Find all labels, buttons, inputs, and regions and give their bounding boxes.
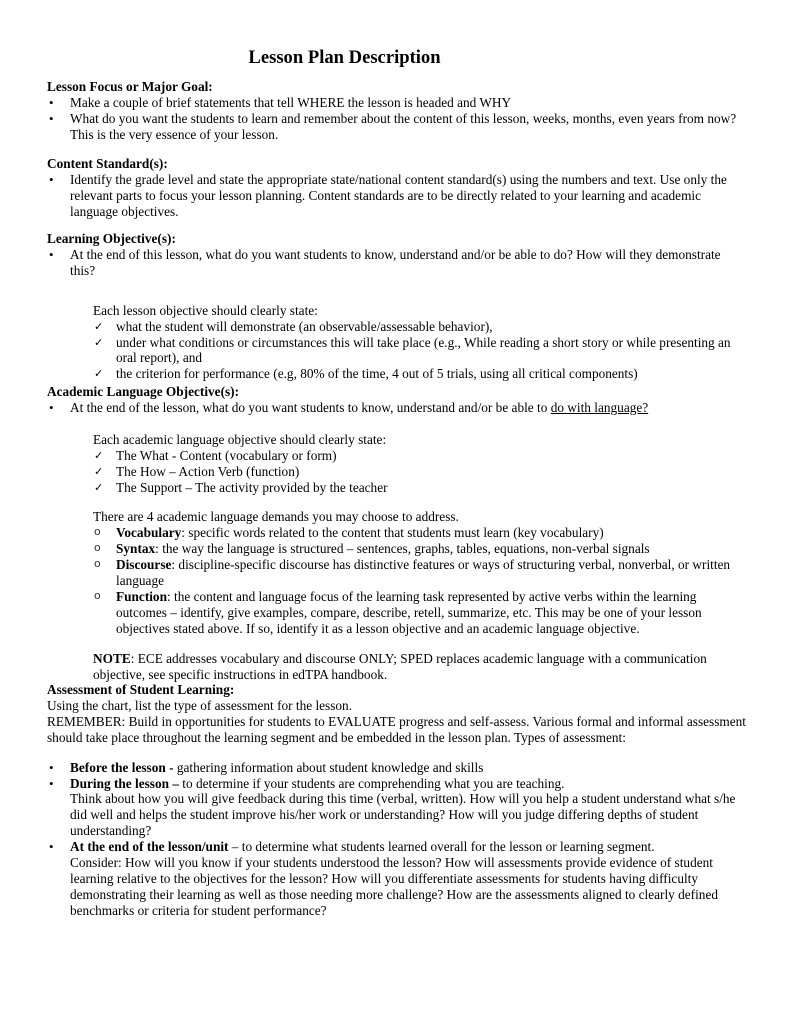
list-item: ✓ under what conditions or circumstances this will take place (e.g., While reading a short story or while presenting an oral report), and xyxy=(94,334,731,366)
list-item: • During the lesson – to determine if your students are comprehending what you are teaching. Think about how you will give feedback during this time (verbal, written). How will you help a student understand what s/he did well and helps the student improve his/her work or understanding? How will you judge differing depths of student understanding? xyxy=(49,775,736,839)
checkmark-icon: ✓ xyxy=(94,464,104,478)
list-item: o Syntax: the way the language is structured – sentences, graphs, tables, equations, non-verbal signals xyxy=(94,541,650,557)
list-item: • Make a couple of brief statements that tell WHERE the lesson is headed and WHY xyxy=(49,94,512,110)
list-item: ✓ The Support – The activity provided by the teacher xyxy=(94,479,388,495)
bullet-list xyxy=(47,400,747,416)
bullet-icon: • xyxy=(49,399,54,415)
objective-criteria xyxy=(47,303,747,383)
assessment-instruction: Using the chart, list the type of assessment for the lesson. xyxy=(47,697,353,713)
checkmark-icon: ✓ xyxy=(94,335,104,349)
circle-bullet-icon: o xyxy=(94,525,101,539)
note: NOTE: ECE addresses vocabulary and discourse ONLY; SPED replaces academic language with a communication objective, see specific instructions in edTPA handbook. xyxy=(93,650,707,682)
term: Function xyxy=(116,588,167,604)
term: Syntax xyxy=(116,541,156,557)
type-label: During the lesson – xyxy=(70,775,179,791)
list-item: ✓ The What - Content (vocabulary or form) xyxy=(94,447,337,463)
bullet-icon: • xyxy=(49,759,54,775)
type-label: Before the lesson - xyxy=(70,759,174,775)
section-assessment xyxy=(47,682,747,919)
circle-bullet-icon: o xyxy=(94,557,101,571)
bullet-list xyxy=(47,95,747,143)
section-academic-language xyxy=(47,384,747,683)
demands-list xyxy=(93,525,747,636)
checkmark-icon: ✓ xyxy=(94,367,104,381)
bullet-list xyxy=(47,247,747,279)
list-item: • What do you want the students to learn and remember about the content of this lesson, weeks, months, even years from now? This is the very essence of your lesson. xyxy=(49,110,737,142)
language-criteria xyxy=(47,432,747,683)
checkmark-icon: ✓ xyxy=(94,480,104,494)
bullet-list xyxy=(47,172,747,220)
list-item: • Identify the grade level and state the appropriate state/national content standard(s) using the numbers and text. Use only the relevant parts to focus your lesson planning. Content standards are to be directly related to your learning and academic language objectives. xyxy=(49,171,727,219)
list-item: ✓ The How – Action Verb (function) xyxy=(94,463,300,479)
assessment-types-list xyxy=(47,760,747,919)
checkmark-icon: ✓ xyxy=(94,448,104,462)
bullet-icon: • xyxy=(49,94,54,110)
list-item: ✓ what the student will demonstrate (an observable/assessable behavior), xyxy=(94,318,493,334)
criteria-intro: Each academic language objective should clearly state: xyxy=(93,431,387,447)
section-heading: Learning Objective(s): xyxy=(47,231,176,246)
bullet-icon: • xyxy=(49,246,54,262)
section-heading: Academic Language Objective(s): xyxy=(47,384,240,399)
section-content-standards xyxy=(47,156,747,220)
demands-intro: There are 4 academic language demands you may choose to address. xyxy=(93,509,459,525)
circle-bullet-icon: o xyxy=(94,541,101,555)
list-item: • At the end of this lesson, what do you want students to know, understand and/or be able to do? How will they demonstrate this? xyxy=(49,246,721,278)
type-label: At the end of the lesson/unit xyxy=(70,839,229,855)
list-item: ✓ the criterion for performance (e.g, 80% of the time, 4 out of 5 trials, using all critical components) xyxy=(94,366,638,382)
list-item: o Vocabulary: specific words related to the content that students must learn (key vocabulary) xyxy=(94,525,604,541)
section-learning-objectives xyxy=(47,231,747,382)
underlined-phrase: do with language? xyxy=(550,399,649,415)
bullet-icon: • xyxy=(49,171,54,187)
list-item: • At the end of the lesson/unit – to determine what students learned overall for the lesson or learning segment. Consider: How will you know if your students understood the lesson? How will assessments provide evidence of student learning relative to the objectives for the lesson? How will you differentiate assessments for students having difficulty demonstrating their learning as well as those needing more challenge? How are the assessments aligned to clearly defined benchmarks or criteria for student performance? xyxy=(49,839,719,918)
assessment-reminder: REMEMBER: Build in opportunities for students to EVALUATE progress and self-assess. Various formal and informal assessment should take place throughout the learning segment and be embedded in the lesson plan. Types of assessment: xyxy=(47,713,746,745)
term: Vocabulary xyxy=(116,525,182,541)
list-item: • Before the lesson - gathering information about student knowledge and skills xyxy=(49,759,484,775)
check-list xyxy=(93,448,747,496)
checkmark-icon: ✓ xyxy=(94,319,104,333)
section-lesson-focus xyxy=(47,79,747,143)
section-heading: Content Standard(s): xyxy=(47,156,168,171)
bullet-icon: • xyxy=(49,839,54,855)
check-list xyxy=(93,319,747,383)
page-title: Lesson Plan Description xyxy=(248,47,441,68)
term: Discourse xyxy=(116,557,172,573)
criteria-intro: Each lesson objective should clearly state: xyxy=(93,302,318,318)
list-item: o Discourse: discipline-specific discourse has distinctive features or ways of structuring verbal, nonverbal, or written language xyxy=(94,557,731,589)
bullet-icon: • xyxy=(49,775,54,791)
list-item: o Function: the content and language focus of the learning task represented by active verbs within the learning outcomes – identify, give examples, compare, describe, retell, summarize, etc. This may be one of your lesson objectives stated above. If so, identify it as a lesson objective and an academic language objective. xyxy=(94,588,702,636)
section-heading: Assessment of Student Learning: xyxy=(47,682,235,697)
type-detail: Think about how you will give feedback during this time (verbal, written). How will you help a student understand what s/he did well and helps the student improve his/her work or understanding? How will you judge differing depths of student understanding? xyxy=(70,791,736,839)
section-heading: Lesson Focus or Major Goal: xyxy=(47,79,213,94)
bullet-icon: • xyxy=(49,110,54,126)
note-label: NOTE xyxy=(93,650,131,666)
type-detail: Consider: How will you know if your students understood the lesson? How will assessments provide evidence of student learning relative to the objectives for the lesson? How will you differentiate assessments for students having difficulty demonstrating their learning as well as those needing more challenge? How are the assessments aligned to clearly defined benchmarks or criteria for student performance? xyxy=(70,855,719,918)
list-item: • At the end of the lesson, what do you want students to know, understand and/or be able to do with language? xyxy=(49,399,649,415)
circle-bullet-icon: o xyxy=(94,588,101,602)
